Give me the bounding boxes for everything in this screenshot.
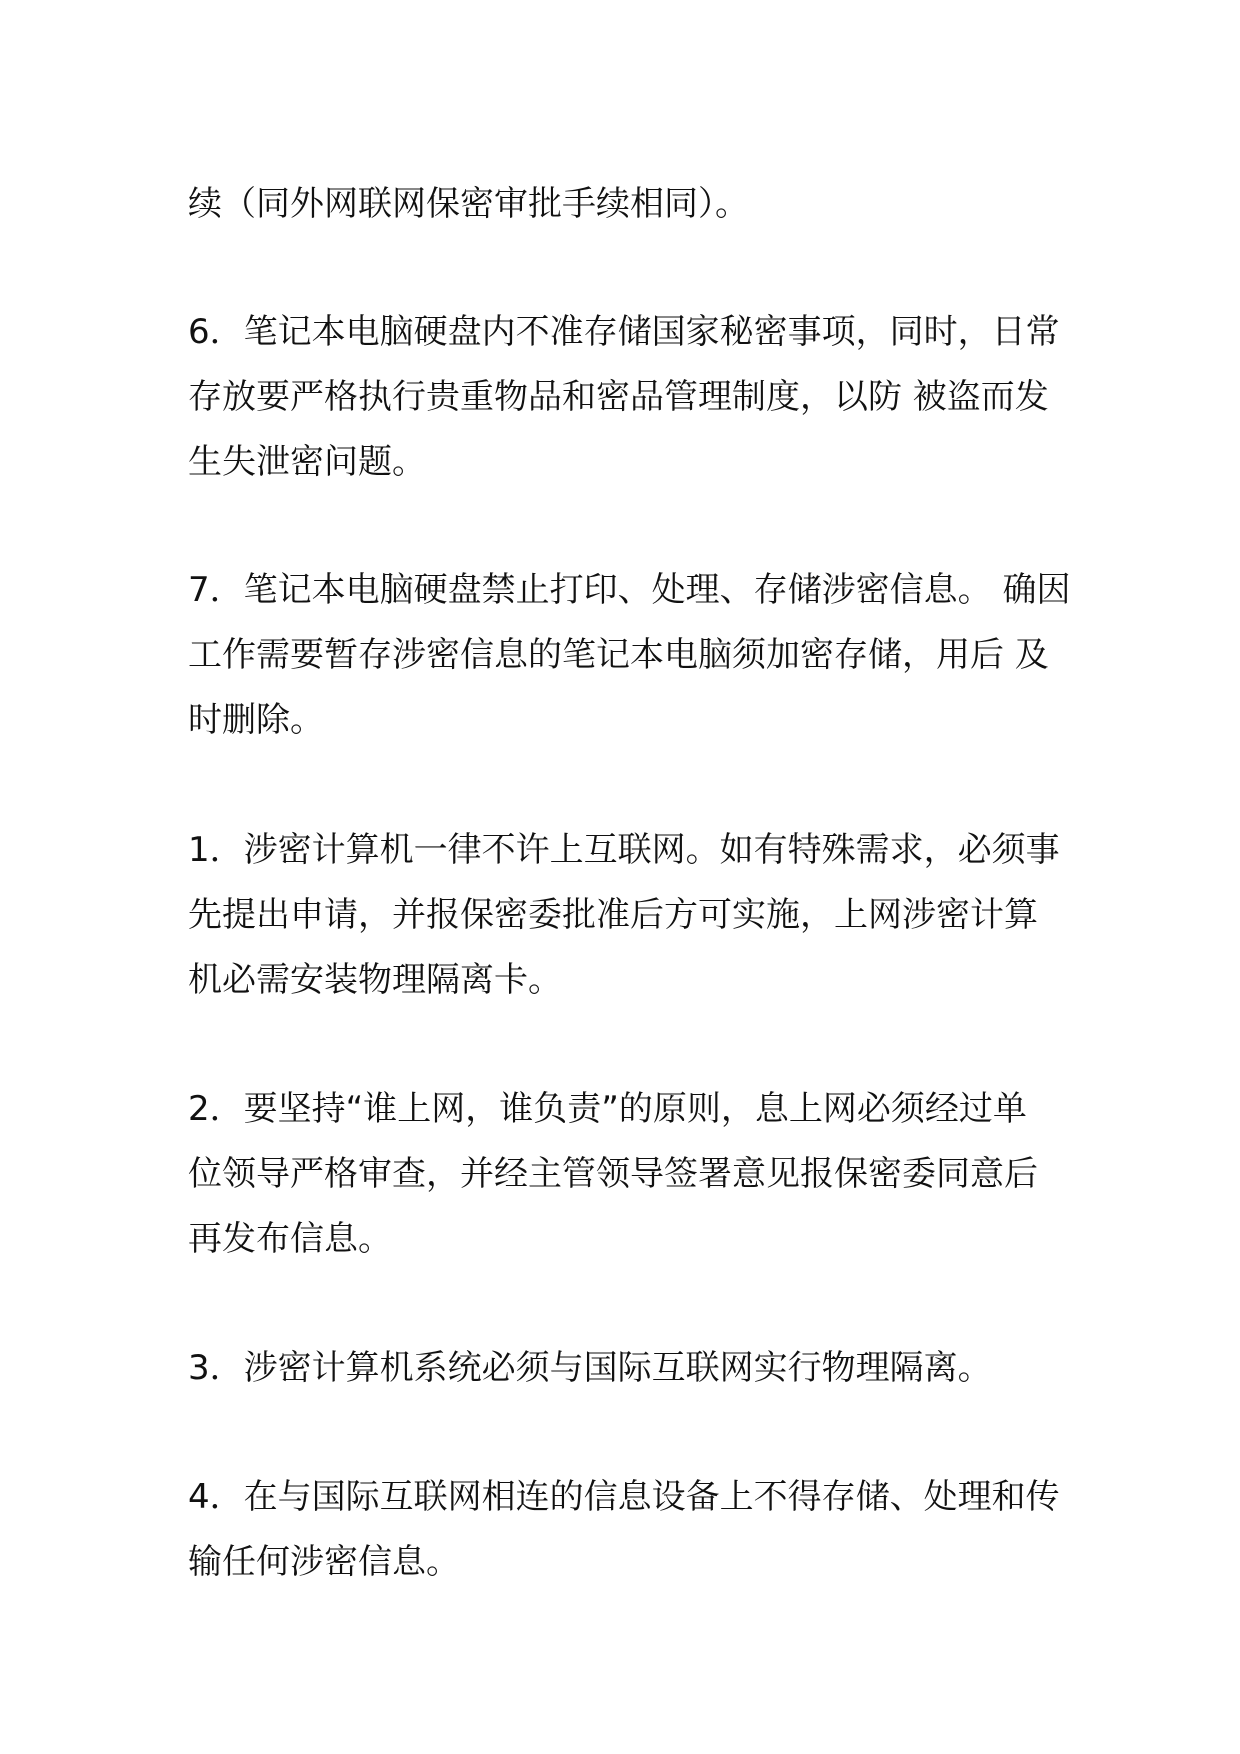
text-line: 1．涉密计算机一律不许上互联网。如有特殊需求，必须事 [188,830,1060,870]
text-line: 工作需要暂存涉密信息的笔记本电脑须加密存储，用后 及 [188,635,1049,675]
paragraph-item-4 [188,1465,1058,1595]
text-line: 存放要严格执行贵重物品和密品管理制度，以防 被盗而发 [188,377,1049,417]
paragraph-continuation [188,172,1058,237]
text-line: 续（同外网联网保密审批手续相同）。 [188,184,749,224]
text-line: 位领导严格审查，并经主管领导签署意见报保密委同意后 [188,1154,1038,1194]
text-line: 6．笔记本电脑硬盘内不准存储国家秘密事项，同时，日常 [188,312,1060,352]
paragraph-item-6 [188,300,1058,495]
text-line: 7．笔记本电脑硬盘禁止打印、处理、存储涉密信息。 确因 [188,570,1071,610]
paragraph-item-7 [188,558,1071,753]
text-line: 4．在与国际互联网相连的信息设备上不得存储、处理和传 [188,1477,1060,1517]
text-line: 生失泄密问题。 [188,442,426,482]
text-line: 机必需安装物理隔离卡。 [188,960,562,1000]
text-line: 时删除。 [188,700,324,740]
paragraph-item-3 [188,1336,1058,1401]
text-line: 先提出申请，并报保密委批准后方可实施，上网涉密计算 [188,895,1038,935]
text-line: 再发布信息。 [188,1219,392,1259]
paragraph-item-1 [188,818,1058,1013]
text-line: 2．要坚持“谁上网，谁负责”的原则，息上网必须经过单 [188,1089,1027,1129]
text-line: 输任何涉密信息。 [188,1542,460,1582]
text-line: 3．涉密计算机系统必须与国际互联网实行物理隔离。 [188,1348,992,1388]
paragraph-item-2 [188,1077,1058,1272]
